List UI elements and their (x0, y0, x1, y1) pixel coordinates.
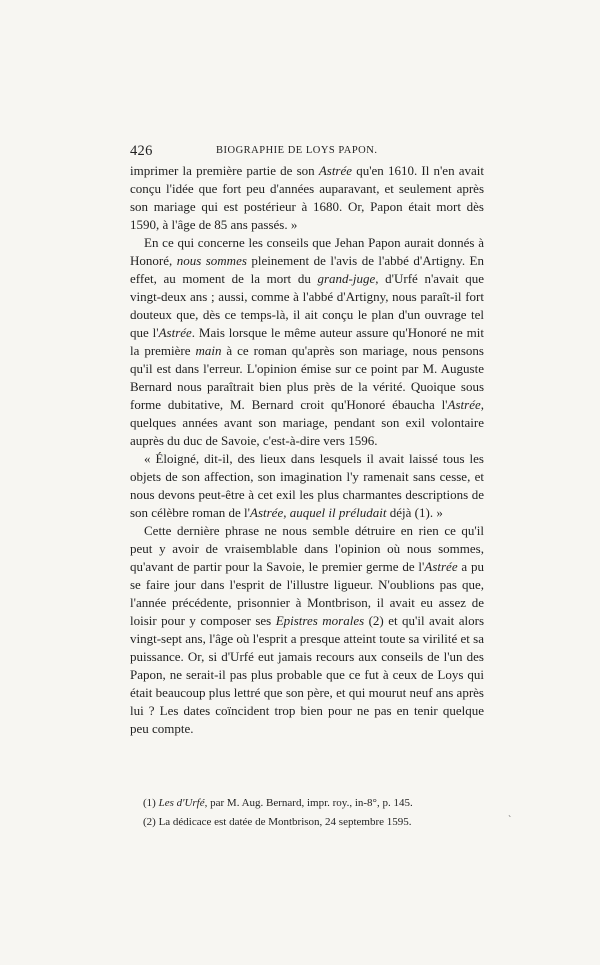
italic-text-run: nous sommes (176, 253, 247, 268)
paragraph (130, 234, 484, 450)
text-run: a pu se faire jour dans l'esprit de l'illustre ligueur. N'oublions pas que, l'année précédente, prisonnier à Montbrison, il avait eu assez de loisir pour y composer ses (130, 559, 484, 628)
text-run: (1) (143, 797, 159, 809)
text-run: à ce roman qu'après son mariage, nous pensons qu'il est dans l'erreur. L'opinion émise sur ce point par M. Auguste Bernard nous paraîtrait bien plus près de la vérité. Quoique sous forme dubitative, M. Bernard croit qu'Honoré ébaucha l' (130, 343, 484, 412)
text-run: déjà (1). » (386, 505, 443, 520)
text-run: . Mais lorsque le même auteur assure qu'Honoré ne mit la première (130, 325, 484, 358)
running-title: BIOGRAPHIE DE LOYS PAPON. (216, 145, 378, 156)
stray-ink-mark: ` (508, 815, 512, 826)
paragraph (130, 522, 484, 738)
footnote (143, 813, 483, 832)
text-run: , d'Urfé n'avait que vingt-deux ans ; aussi, comme à l'abbé d'Artigny, nous paraît-il fort douteux que, dès ce temps-là, il ait conçu le plan d'un ouvrage tel que l' (130, 271, 484, 340)
text-run: qu'en 1610. Il n'en avait conçu l'idée que fort peu d'années auparavant, et seulement après son mariage qui est postérieur à 1680. Or, Papon était mort dès 1590, à l'âge de 85 ans passés. » (130, 163, 484, 232)
paragraph (130, 450, 484, 522)
text-run: pleinement de l'avis de l'abbé d'Artigny. En effet, au moment de la mort du (130, 253, 484, 286)
page-number: 426 (130, 143, 153, 159)
italic-text-run: Astrée (158, 325, 192, 340)
text-run: , quelques années avant son mariage, pendant son exil volontaire auprès du duc de Savoie, c'est-à-dire vers 1596. (130, 397, 484, 448)
italic-text-run: Astrée (250, 505, 284, 520)
footnote (143, 794, 483, 813)
italic-text-run: Astrée (424, 559, 458, 574)
text-run: (2) La dédicace est datée de Montbrison, 24 septembre 1595. (143, 815, 412, 828)
italic-text-run: Astrée (318, 163, 353, 178)
italic-text-run: Les d'Urfé (158, 797, 205, 809)
running-header (130, 143, 484, 161)
italic-text-run: Epistres morales (275, 613, 365, 628)
text-run: , (283, 505, 290, 520)
italic-text-run: Astrée (447, 397, 481, 412)
italic-text-run: auquel il préludait (289, 505, 387, 520)
text-run: imprimer la première partie de son (130, 163, 319, 178)
italic-text-run: grand-juge (317, 271, 376, 286)
text-run: (2) et qu'il avait alors vingt-sept ans, l'âge où l'esprit a presque atteint toute sa virilité et sa puissance. Or, si d'Urfé eut jamais recours aux conseils de l'un des Papon, ne serait-il pas plus probable que ce fut à ceux de Loys qui était beaucoup plus lettré que son père, et qui mourut neuf ans après lui ? Les dates coïncident trop bien pour ne pas en tenir quelque peu compte. (130, 613, 484, 736)
text-run: Cette dernière phrase ne nous semble détruire en rien ce qu'il peut y avoir de vraisemblable dans l'opinion où nous sommes, qu'avant de partir pour la Savoie, le premier germe de l' (130, 523, 484, 574)
text-run: « Éloigné, dit-il, des lieux dans lesquels il avait laissé tous les objets de son affection, son imagination l'y ramenait sans cesse, et nous devons peut-être à cet exil les plus charmantes descriptions de son célèbre roman de l' (130, 451, 484, 520)
footnotes (143, 794, 483, 831)
body-text (130, 162, 484, 738)
text-run: En ce qui concerne les conseils que Jehan Papon aurait donnés à Honoré, (130, 235, 484, 268)
text-run: , par M. Aug. Bernard, impr. roy., in-8°, p. 145. (204, 797, 413, 809)
paragraph (130, 162, 484, 234)
italic-text-run: main (195, 343, 222, 358)
